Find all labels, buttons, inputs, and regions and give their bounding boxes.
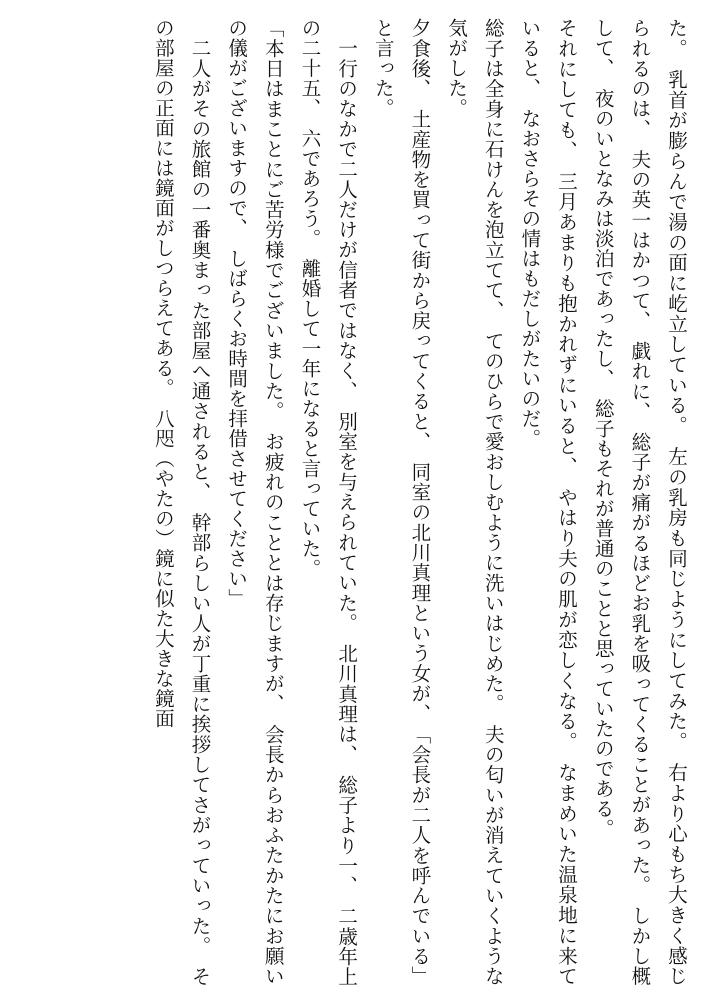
paragraph: 総子は全身に石けんを泡立てて、 てのひらで愛おしむように洗いはじめた。 夫の匂いが消えていくような気がした。 bbox=[445, 18, 503, 986]
paragraph: 夕食後、 土産物を買って街から戻ってくると、 同室の北川真理という女が、 「会長が二人を呼んでいる」と言った。 bbox=[371, 18, 430, 986]
paragraph: 二人がその旅館の一番奥まった部屋へ通されると、 幹部らしい人が丁重に挨拶してさがっていった。 その部屋の正面には鏡面がしつらえてある。 八咫（やたの）鏡に似た大きな鏡面 bbox=[151, 18, 210, 987]
paragraph: 「本日はまことにご苦労様でございました。 お疲れのこととは存じますが、 会長からおふたかたにお願いの儀がございますので、 しばらくお時間を拝借させてください」 bbox=[225, 18, 283, 986]
paragraph: 一行のなかで二人だけが信者ではなく、 別室を与えられていた。 北川真理は、 総子より一、 二歳年上の二十五、 六であろう。 離婚して一年になると言っていた。 bbox=[298, 18, 357, 986]
vertical-body-text bbox=[14, 18, 693, 986]
paragraph: た。 乳首が膨らんで湯の面に屹立している。 左の乳房も同じようにしてみた。 右より心もち大きく感じられるのは、 夫の英一はかつて、 戯れに、 総子が痛がるほどお乳を吸ってくることがあった。 しかし概して、 夜のいとなみは淡泊であったし、 総子もそれが普通のことと思っていたのである。 bbox=[591, 18, 686, 986]
paragraph: それにしても、 三月あまりも抱かれずにいると、 やはり夫の肌が恋しくなる。 なまめいた温泉地に来ていると、 なおさらその情はもだしがたいのだ。 bbox=[518, 18, 577, 986]
